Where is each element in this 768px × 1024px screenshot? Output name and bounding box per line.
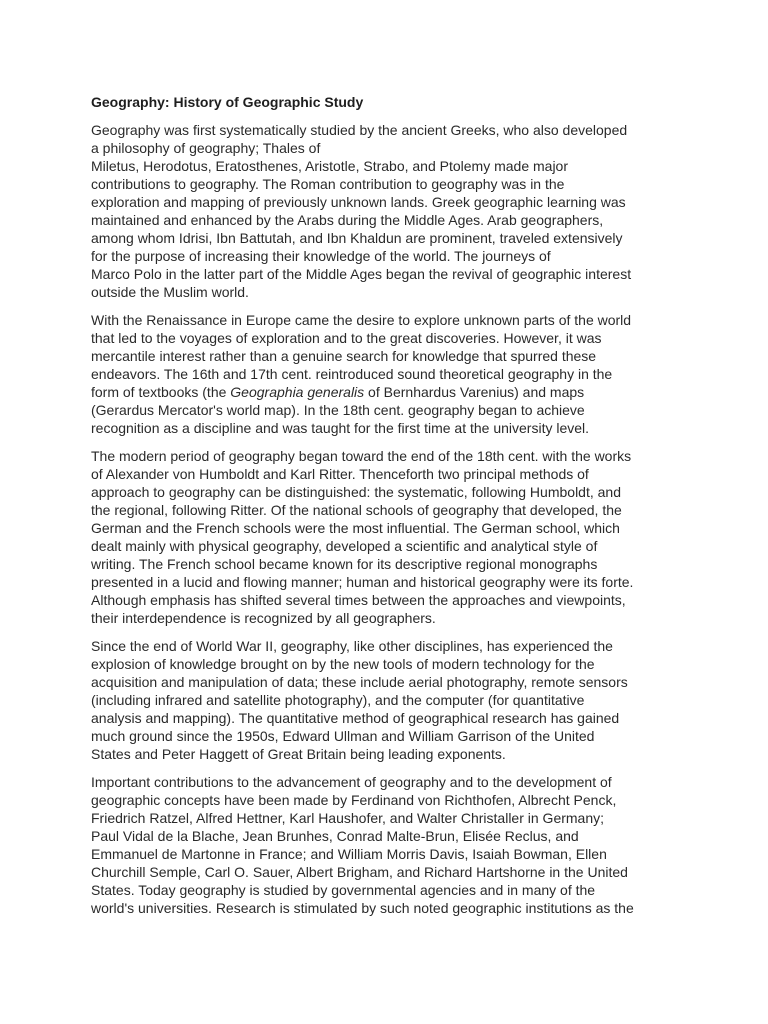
text-segment: endeavors. The 16th and 17th cent. reintroduced sound theoretical geography in the [91,366,613,382]
text-line [91,265,681,283]
text-segment: Paul Vidal de la Blache, Jean Brunhes, Conrad Malte-Brun, Elisée Reclus, and [91,828,579,844]
text-segment: presented in a lucid and flowing manner; human and historical geography were its forte. [91,574,634,590]
text-segment: exploration and mapping of previously unknown lands. Greek geographic learning was [91,194,626,210]
text-line [91,809,681,827]
text-line [91,211,681,229]
text-segment: the regional, following Ritter. Of the national schools of geography that developed, the [91,502,622,518]
text-segment: among whom Idrisi, Ibn Battutah, and Ibn Khaldun are prominent, traveled extensively [91,230,623,246]
document-title: Geography: History of Geographic Study [91,94,364,110]
text-segment: form of textbooks (the [91,384,231,400]
text-segment: (Gerardus Mercator's world map). In the 18th cent. geography began to achieve [91,402,585,418]
text-line [91,347,681,365]
italic-title: Geographia generalis [230,384,365,400]
text-line [91,573,681,591]
text-segment: outside the Muslim world. [91,284,249,300]
text-segment: much ground since the 1950s, Edward Ullman and William Garrison of the United [91,728,595,744]
text-segment: Although emphasis has shifted several times between the approaches and viewpoints, [91,592,626,608]
text-line [91,401,681,419]
text-line [91,745,681,763]
text-line [91,519,681,537]
text-line [91,157,681,175]
text-line [91,727,681,745]
paragraph [91,637,681,763]
text-segment: Emmanuel de Martonne in France; and William Morris Davis, Isaiah Bowman, Ellen [91,846,607,862]
text-line [91,365,681,383]
paragraph [91,447,681,627]
text-segment: German and the French schools were the most influential. The German school, which [91,520,620,536]
paragraph [91,773,681,917]
text-segment: contributions to geography. The Roman contribution to geography was in the [91,176,565,192]
text-segment: for the purpose of increasing their knowledge of the world. The journeys of [91,248,551,264]
text-line [91,501,681,519]
text-line [91,121,681,139]
text-segment: Since the end of World War II, geography, like other disciplines, has experienced the [91,638,613,654]
text-segment: States and Peter Haggett of Great Britain being leading exponents. [91,746,506,762]
text-segment: of Alexander von Humboldt and Karl Ritter. Thenceforth two principal methods of [91,466,589,482]
text-line [91,193,681,211]
text-segment: of Bernhardus Varenius) and maps [364,384,585,400]
text-line [91,863,681,881]
text-line [91,175,681,193]
text-segment: States. Today geography is studied by governmental agencies and in many of the [91,882,596,898]
text-segment: With the Renaissance in Europe came the desire to explore unknown parts of the world [91,312,632,328]
text-line [91,139,681,157]
text-line [91,483,681,501]
text-line [91,899,681,917]
text-line [91,655,681,673]
text-segment: analysis and mapping). The quantitative method of geographical research has gained [91,710,620,726]
text-segment: their interdependence is recognized by all geographers. [91,610,436,626]
text-line [91,709,681,727]
document-page [91,93,681,927]
text-line [91,845,681,863]
text-line [91,447,681,465]
text-segment: dealt mainly with physical geography, developed a scientific and analytical style of [91,538,598,554]
text-segment: geographic concepts have been made by Ferdinand von Richthofen, Albrecht Penck, [91,792,617,808]
text-line [91,311,681,329]
text-line [91,691,681,709]
text-line [91,555,681,573]
text-segment: (including infrared and satellite photography), and the computer (for quantitative [91,692,585,708]
text-segment: world's universities. Research is stimulated by such noted geographic institutions as the [91,900,634,916]
text-segment: Miletus, Herodotus, Eratosthenes, Aristotle, Strabo, and Ptolemy made major [91,158,569,174]
text-segment: The modern period of geography began toward the end of the 18th cent. with the works [91,448,632,464]
text-segment: recognition as a discipline and was taught for the first time at the university level. [91,420,590,436]
text-line [91,827,681,845]
text-segment: Important contributions to the advancement of geography and to the development of [91,774,612,790]
text-line [91,465,681,483]
text-segment: acquisition and manipulation of data; these include aerial photography, remote sensors [91,674,628,690]
text-line [91,229,681,247]
text-segment: maintained and enhanced by the Arabs during the Middle Ages. Arab geographers, [91,212,604,228]
text-segment: approach to geography can be distinguished: the systematic, following Humboldt, and [91,484,621,500]
text-segment: Friedrich Ratzel, Alfred Hettner, Karl Haushofer, and Walter Christaller in Germany; [91,810,605,826]
text-line [91,591,681,609]
paragraph [91,121,681,301]
text-line [91,419,681,437]
text-segment: that led to the voyages of exploration and to the great discoveries. However, it was [91,330,602,346]
text-line [91,637,681,655]
text-line [91,791,681,809]
text-line [91,383,681,401]
text-line [91,537,681,555]
text-segment: Geography was first systematically studied by the ancient Greeks, who also developed [91,122,628,138]
text-segment: Marco Polo in the latter part of the Middle Ages began the revival of geographic interest [91,266,632,282]
text-segment: writing. The French school became known for its descriptive regional monographs [91,556,598,572]
text-line [91,881,681,899]
document-body [91,121,681,917]
text-segment: mercantile interest rather than a genuine search for knowledge that spurred these [91,348,597,364]
text-segment: Churchill Semple, Carl O. Sauer, Albert Brigham, and Richard Hartshorne in the United [91,864,628,880]
text-line [91,283,681,301]
text-segment: explosion of knowledge brought on by the new tools of modern technology for the [91,656,595,672]
text-line [91,609,681,627]
text-line [91,673,681,691]
text-segment: a philosophy of geography; Thales of [91,140,321,156]
text-line [91,329,681,347]
paragraph [91,311,681,437]
text-line [91,773,681,791]
text-line [91,247,681,265]
